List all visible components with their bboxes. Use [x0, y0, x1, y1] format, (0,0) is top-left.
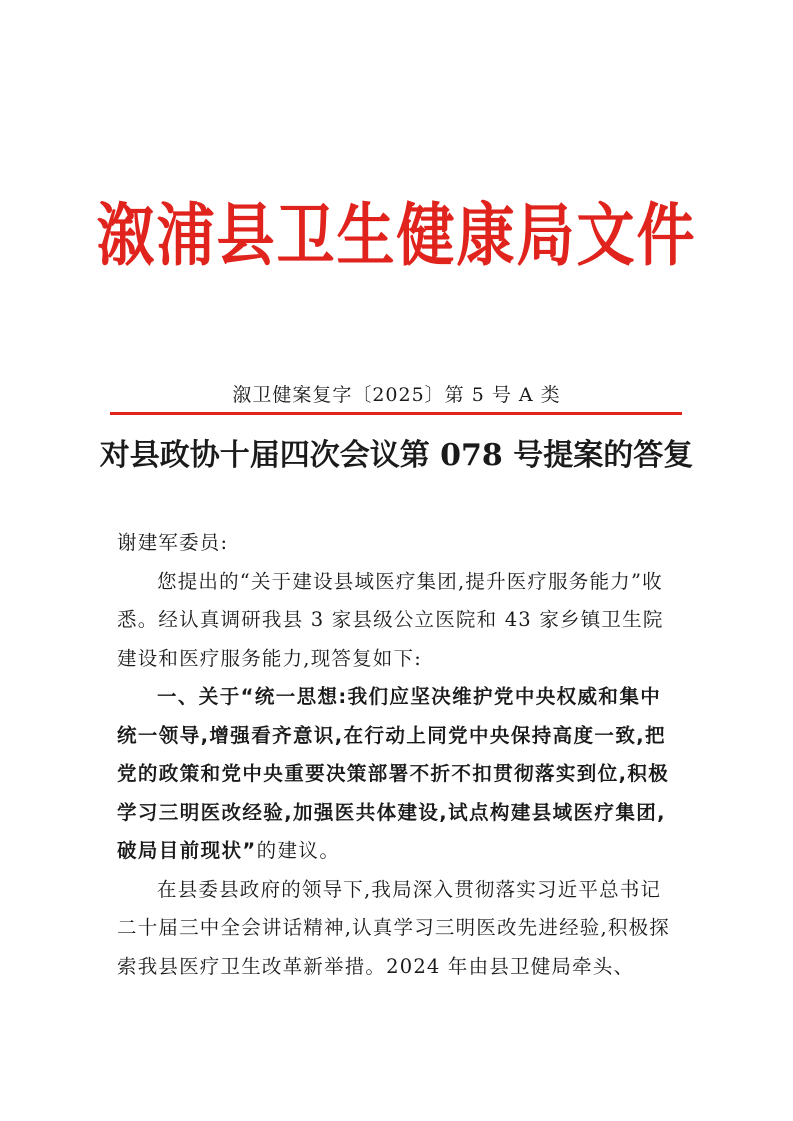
salutation: 谢建军委员:: [117, 531, 229, 554]
org-header-title: 溆浦县卫生健康局文件: [96, 195, 697, 276]
paragraph-intro: 您提出的“关于建设县域医疗集团,提升医疗服务能力”收悉。经认真调研我县 3 家县级公立医院和 43 家乡镇卫生院建设和医疗服务能力,现答复如下:: [117, 569, 664, 670]
paragraph-response: 在县委县政府的领导下,我局深入贯彻落实习近平总书记二十届三中全会讲话精神,认真学习三明医改先进经验,积极探索我县医疗卫生改革新举措。2024 年由县卫健局牵头、: [117, 877, 670, 978]
section-1-heading-bold: 一、关于“统一思想:我们应坚决维护党中央权威和集中统一领导,增强看齐意识,在行动上同党中央保持高度一致,把党的政策和党中央重要决策部署不折不扣贯彻落实到位,积极学习三明医改经验,加强医共体建设,试点构建县域医疗集团,破局目前现状”: [117, 685, 670, 862]
document-body: [117, 524, 677, 986]
document-number: 溆卫健案复字〔2025〕第 5 号 A 类: [232, 384, 561, 406]
section-1-heading-tail: 的建议。: [256, 839, 341, 862]
section-1-heading: [117, 678, 677, 871]
red-divider-line: [110, 412, 682, 415]
document-title: 对县政协十届四次会议第 078 号提案的答复: [99, 438, 694, 473]
